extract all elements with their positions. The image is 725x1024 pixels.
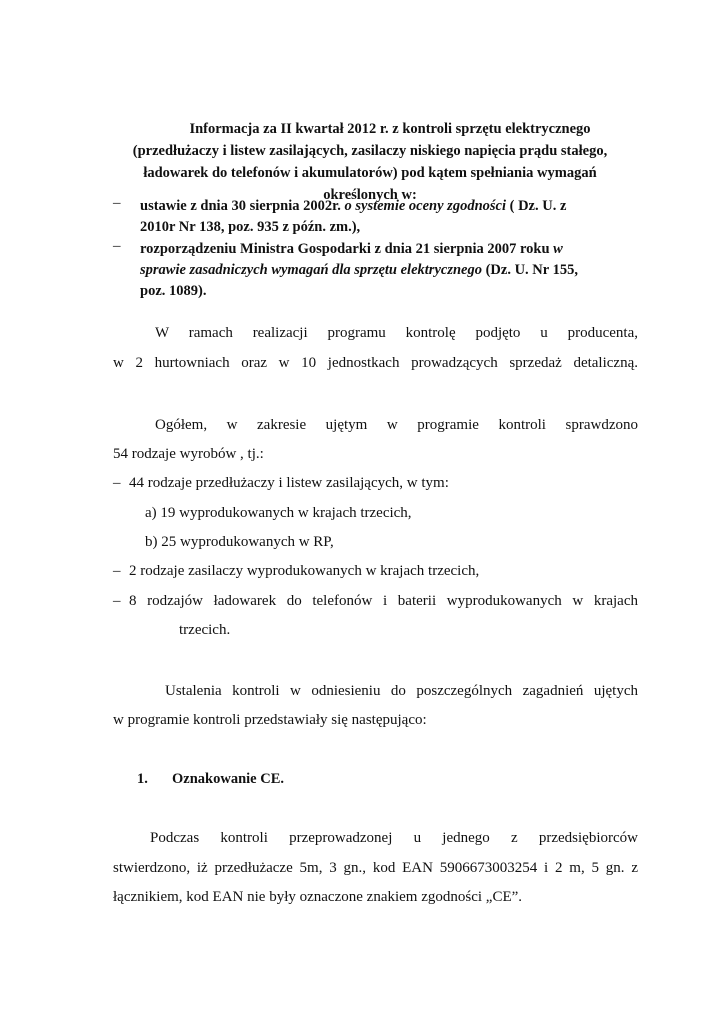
legal-item-2-line-3: poz. 1089). bbox=[140, 283, 207, 299]
paragraph-1-line-1: W ramach realizacji programu kontrolę podjęto u producenta, bbox=[155, 325, 638, 341]
title-line-3: ładowarek do telefonów i akumulatorów) pod kątem spełniania wymagań bbox=[143, 165, 597, 181]
legal-item-2-text-b: (Dz. U. Nr 155, bbox=[481, 262, 578, 278]
list-item-1: 44 rodzaje przedłużaczy i listew zasilających, w tym: bbox=[129, 475, 449, 491]
list-item-3-line-1: 8 rodzajów ładowarek do telefonów i baterii wyprodukowanych w krajach bbox=[129, 593, 638, 609]
paragraph-2-line-2: 54 rodzaje wyrobów , tj.: bbox=[113, 446, 264, 462]
paragraph-3-line-2: w programie kontroli przedstawiały się następująco: bbox=[113, 712, 427, 728]
paragraph-1-line-2: w 2 hurtowniach oraz w 10 jednostkach prowadzących sprzedaż detaliczną. bbox=[113, 355, 638, 371]
paragraph-4-line-1: Podczas kontroli przeprowadzonej u jednego z przedsiębiorców bbox=[150, 830, 638, 846]
legal-item-2-text-a: rozporządzeniu Ministra Gospodarki z dnia 21 sierpnia 2007 roku bbox=[140, 241, 554, 257]
list-item-1b: b) 25 wyprodukowanych w RP, bbox=[145, 534, 334, 550]
bullet-dash-1: – bbox=[113, 195, 121, 211]
title-line-1: Informacja za II kwartał 2012 r. z kontroli sprzętu elektrycznego bbox=[189, 121, 591, 137]
list-item-1a: a) 19 wyprodukowanych w krajach trzecich, bbox=[145, 505, 412, 521]
list-item-3-line-2: trzecich. bbox=[179, 622, 231, 638]
paragraph-2-line-1: Ogółem, w zakresie ujętym w programie kontroli sprawdzono bbox=[155, 417, 638, 433]
title-line-4: określonych w: bbox=[323, 187, 417, 203]
legal-item-1-act-title: o systemie oceny zgodności bbox=[344, 198, 506, 214]
legal-basis-item-1 bbox=[140, 196, 566, 238]
legal-item-2-italic-a: w bbox=[553, 241, 563, 257]
paragraph-4-line-3: łącznikiem, kod EAN nie były oznaczone znakiem zgodności „CE”. bbox=[113, 889, 523, 905]
legal-item-2-act-title: sprawie zasadniczych wymagań dla sprzętu elektrycznego bbox=[140, 262, 482, 278]
list-item-2: 2 rodzaje zasilaczy wyprodukowanych w krajach trzecich, bbox=[129, 563, 480, 579]
list-dash-3: – bbox=[113, 593, 121, 609]
list-dash-1: – bbox=[113, 475, 121, 491]
section-1-number: 1. bbox=[137, 771, 148, 787]
legal-basis-item-2 bbox=[140, 239, 578, 302]
paragraph-4-line-2: stwierdzono, iż przedłużacze 5m, 3 gn., kod EAN 5906673003254 i 2 m, 5 gn. z bbox=[113, 860, 638, 876]
legal-item-1-text-a: ustawie z dnia 30 sierpnia 2002r. bbox=[140, 198, 345, 214]
document-title bbox=[110, 118, 630, 206]
title-line-2: (przedłużaczy i listew zasilających, zasilaczy niskiego napięcia prądu stałego, bbox=[132, 143, 608, 159]
legal-item-1-text-b: ( Dz. U. z bbox=[506, 198, 567, 214]
legal-item-1-line-2: 2010r Nr 138, poz. 935 z późn. zm.), bbox=[140, 219, 361, 235]
paragraph-3-line-1: Ustalenia kontroli w odniesieniu do poszczególnych zagadnień ujętych bbox=[165, 683, 638, 699]
list-dash-2: – bbox=[113, 563, 121, 579]
section-1-heading: Oznakowanie CE. bbox=[172, 771, 284, 787]
bullet-dash-2: – bbox=[113, 238, 121, 254]
